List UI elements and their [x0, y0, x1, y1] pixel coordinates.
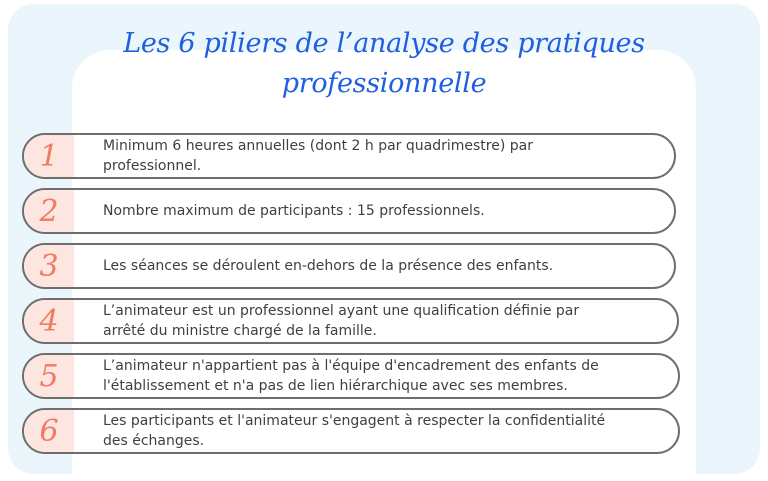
pillar-number: 5 — [39, 358, 59, 394]
pillar-text: L’animateur est un professionnel ayant une qualification définie par arrêté du ministre chargé de la famille. — [103, 303, 580, 339]
pillar-number: 1 — [39, 138, 59, 174]
pillar-number: 4 — [39, 303, 59, 339]
pillar-item-6 — [22, 408, 680, 454]
pillar-number: 3 — [39, 248, 59, 284]
pillar-item-5 — [22, 353, 680, 399]
pillar-text: Nombre maximum de participants : 15 professionnels. — [103, 203, 485, 219]
pillar-item-2 — [22, 188, 676, 234]
pillar-item-4 — [22, 298, 679, 344]
pillar-item-1 — [22, 133, 676, 179]
pillar-text: Les séances se déroulent en-dehors de la présence des enfants. — [103, 258, 554, 274]
pillar-item-3 — [22, 243, 676, 289]
pillar-number: 2 — [39, 193, 59, 229]
title-line-2: professionnelle — [281, 68, 487, 99]
pillar-text: Minimum 6 heures annuelles (dont 2 h par quadrimestre) par professionnel. — [103, 138, 533, 174]
title-line-1: Les 6 piliers de l’analyse des pratiques — [123, 28, 645, 59]
pillar-text: Les participants et l'animateur s'engagent à respecter la confidentialité des échanges. — [103, 413, 606, 449]
pillar-text: L’animateur n'appartient pas à l'équipe d'encadrement des enfants de l'établissement et n'a pas de lien hiérarchique avec ses membres. — [103, 358, 599, 394]
pillar-number: 6 — [39, 413, 59, 449]
